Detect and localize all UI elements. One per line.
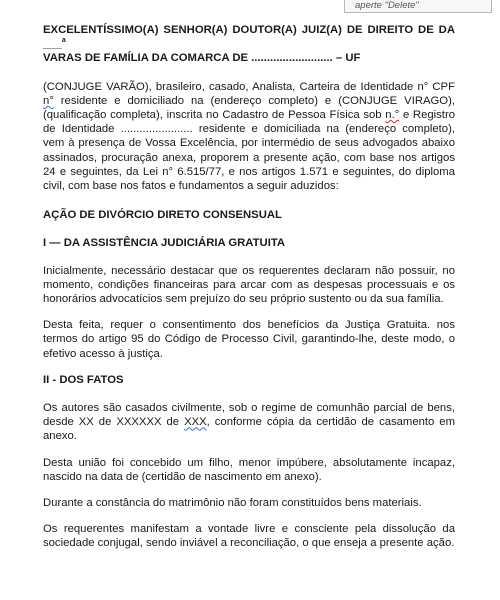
intro-text-3: e Registro de Identidade ....................... residente e domiciliada na (endereço completo), vem à presença de Vossa Excelência, por intermédio de seus advogados abaixo assinados, procuração anexa, proporem a presente ação, com base nos artigos 24 e seguintes, da Lei n° 6.515/77, e nos artigos 1.571 e seguintes, do diploma civil, com base nos fatos e fundamentos a seguir aduzidos: xyxy=(43,109,455,193)
court-address-line-1-text: EXCELENTÍSSIMO(A) SENHOR(A) DOUTOR(A) JUIZ(A) DE DIREITO DE DA xyxy=(43,24,455,36)
action-title: AÇÃO DE DIVÓRCIO DIRETO CONSENSUAL xyxy=(43,209,282,222)
court-address-line-1 xyxy=(43,23,455,51)
section-2-paragraph-2: Desta união foi concebido um filho, menor impúbere, absolutamente incapaz, nascido na data de (certidão de nascimento em anexo). xyxy=(43,456,455,483)
section-1-paragraph-1: Inicialmente, necessário destacar que os requerentes declaram não possuir, no momento, condições financeiras para arcar com as despesas processuais e os honorários advocatícios sem prejuízo do seu próprio sustento ou da sua família. xyxy=(43,264,455,306)
document-body xyxy=(43,23,455,551)
section-1-paragraph-2: Desta feita, requer o consentimento dos benefícios da Justiça Gratuita. nos termos do artigo 95 do Código de Processo Civil, garantindo-lhe, deste modo, o efetivo acesso à justiça. xyxy=(43,319,455,360)
delete-hint-tooltip xyxy=(344,0,492,13)
spellcheck-flag-year[interactable]: XXX xyxy=(184,416,207,429)
section-2-paragraph-3: Durante a constância do matrimônio não foram constituídos bens materiais. xyxy=(43,497,422,510)
intro-paragraph xyxy=(43,80,455,194)
intro-text-2: residente e domiciliado na (endereço completo) e (CONJUGE VIRAGO), (qualificação completa), inscrita no Cadastro de Pessoa Física sob xyxy=(43,94,455,122)
delete-hint-text: aperte "Delete" xyxy=(355,0,419,11)
spellcheck-flag-cpf-number[interactable]: n.° xyxy=(385,109,400,122)
intro-text-1: (CONJUGE VARÃO), brasileiro, casado, Analista, Carteira de Identidade n° CPF xyxy=(43,80,455,93)
court-address-heading xyxy=(43,23,455,66)
spellcheck-flag-cpf[interactable]: n° xyxy=(43,94,54,107)
section-2-paragraph-4: Os requerentes manifestam a vontade livre e consciente pela dissolução da sociedade conjugal, sendo inviável a reconciliação, o que enseja a presente ação. xyxy=(43,523,455,550)
section-1-title: I — DA ASSISTÊNCIA JUDICIÁRIA GRATUITA xyxy=(43,237,286,250)
section-2-title: II - DOS FATOS xyxy=(43,373,124,386)
court-number-blank[interactable]: ___ xyxy=(43,38,62,51)
court-address-line-2: VARAS DE FAMÍLIA DA COMARCA DE .......................... – UF xyxy=(43,52,361,65)
section-2-paragraph-1 xyxy=(43,401,455,444)
section-2-paragraph-1-text: Os autores são casados civilmente, sob o regime de comunhão parcial de bens, desde XX de XXXXXX de xyxy=(43,402,455,429)
section-2-paragraph-1-end: , conforme cópia da certidão de casamento em anexo. xyxy=(43,416,455,443)
ordinal-superscript: a xyxy=(61,37,66,45)
